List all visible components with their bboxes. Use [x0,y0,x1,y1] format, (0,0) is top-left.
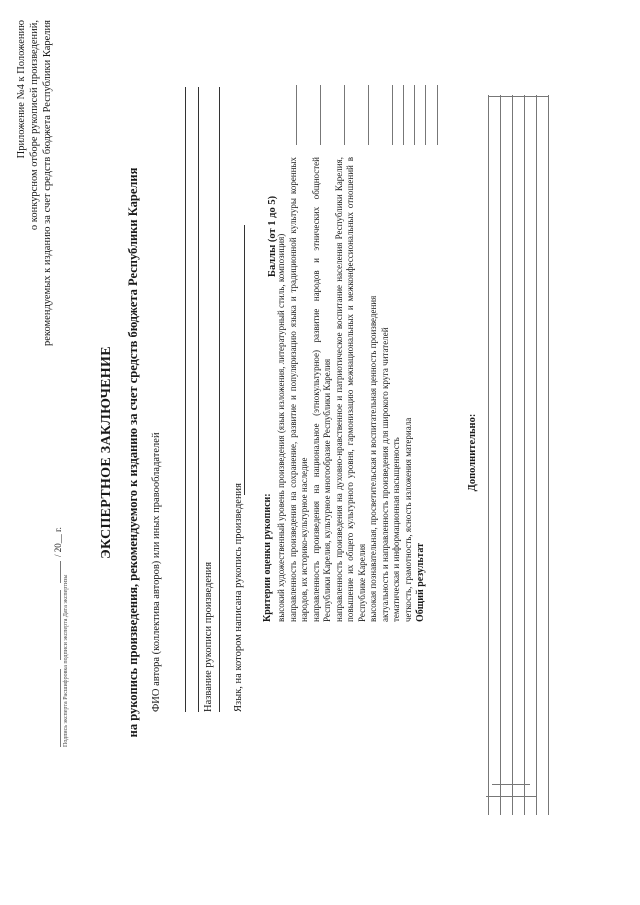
additional-line-6 [548,95,549,815]
criteria-item-1: высокий художественный уровень произведения (язык изложения, литературный стиль, композиция) [276,233,286,622]
page-subtitle: на рукопись произведения, рекомендуемого к изданию за счет средств бюджета Республики Карелия [126,167,140,738]
score-line [403,85,404,145]
criteria-block [262,157,426,622]
additional-margin-tick [492,784,530,785]
appendix-line-3: рекомендуемых к изданию за счет средств бюджета Республики Карелия [42,20,53,346]
date-line [60,561,61,583]
scores-header: Баллы (от 1 до 5) [267,195,278,277]
language-line [244,225,245,495]
page-title: ЭКСПЕРТНОЕ ЗАКЛЮЧЕНИЕ [99,346,114,559]
score-line [437,85,438,145]
name-line [219,87,220,712]
additional-margin-tick [488,96,548,97]
score-line [425,85,426,145]
criteria-total: Общий результат [415,542,426,622]
criteria-item-6: актуальность и направленность произведения для широкого круга читателей [379,327,390,622]
transcript-line [60,590,61,660]
author-label: ФИО автора (коллектива авторов) или иных правообладателей [151,432,162,712]
criteria-item-3: направленность произведения на национальное (этнокультурное) развитие народов и этнических общностей Республики Карелия, культурное многообразие Республики Карелия [310,157,332,622]
additional-label: Дополнительно: [467,413,478,492]
date-year: / 20__ г. [53,527,63,557]
author-line-2 [198,87,199,712]
score-line [344,85,345,145]
additional-line-5 [536,95,537,815]
additional-margin-tick [486,796,536,797]
score-line [320,85,321,145]
score-line [392,85,393,145]
additional-line-1 [488,95,489,815]
language-label: Язык, на котором написана рукопись произведения [233,482,244,712]
appendix-line-2: о конкурсном отборе рукописей произведений, [29,20,40,231]
criteria-item-4: направленность произведения на духовно-нравственное и патриотическое воспитание населения Республики Карелия, повышение их общего культурного уровня, гармонизацию межнациональных и межконфессиональных отношений в Республике Карелия [333,157,367,622]
author-line-1 [185,87,186,712]
name-label: Название рукописи произведения [203,561,214,712]
score-line [296,85,297,145]
criteria-item-7: тематическая и информационная насыщенность [391,437,401,622]
additional-line-2 [500,95,501,815]
criteria-item-2: направленность произведения на сохранение, развитие и популяризацию языка и традиционной культуры коренных народов, их историко-культурное наследие [287,157,309,622]
criteria-item-8: четкость, грамотность, ясность изложения материала [402,417,413,622]
criteria-header: Критерии оценки рукописи: [262,493,273,622]
signature-caption: Подпись эксперта Расшифровка подписи эксперта Дата экспертизы [63,574,69,747]
signature-line [60,669,61,747]
additional-line-3 [512,95,513,815]
criteria-item-5: высокая познавательная, просветительская и воспитательная ценность произведения [368,295,378,622]
appendix-line-1: Приложение №4 к Положению [16,20,27,159]
score-line [414,85,415,145]
score-line [368,85,369,145]
additional-line-4 [524,95,525,815]
